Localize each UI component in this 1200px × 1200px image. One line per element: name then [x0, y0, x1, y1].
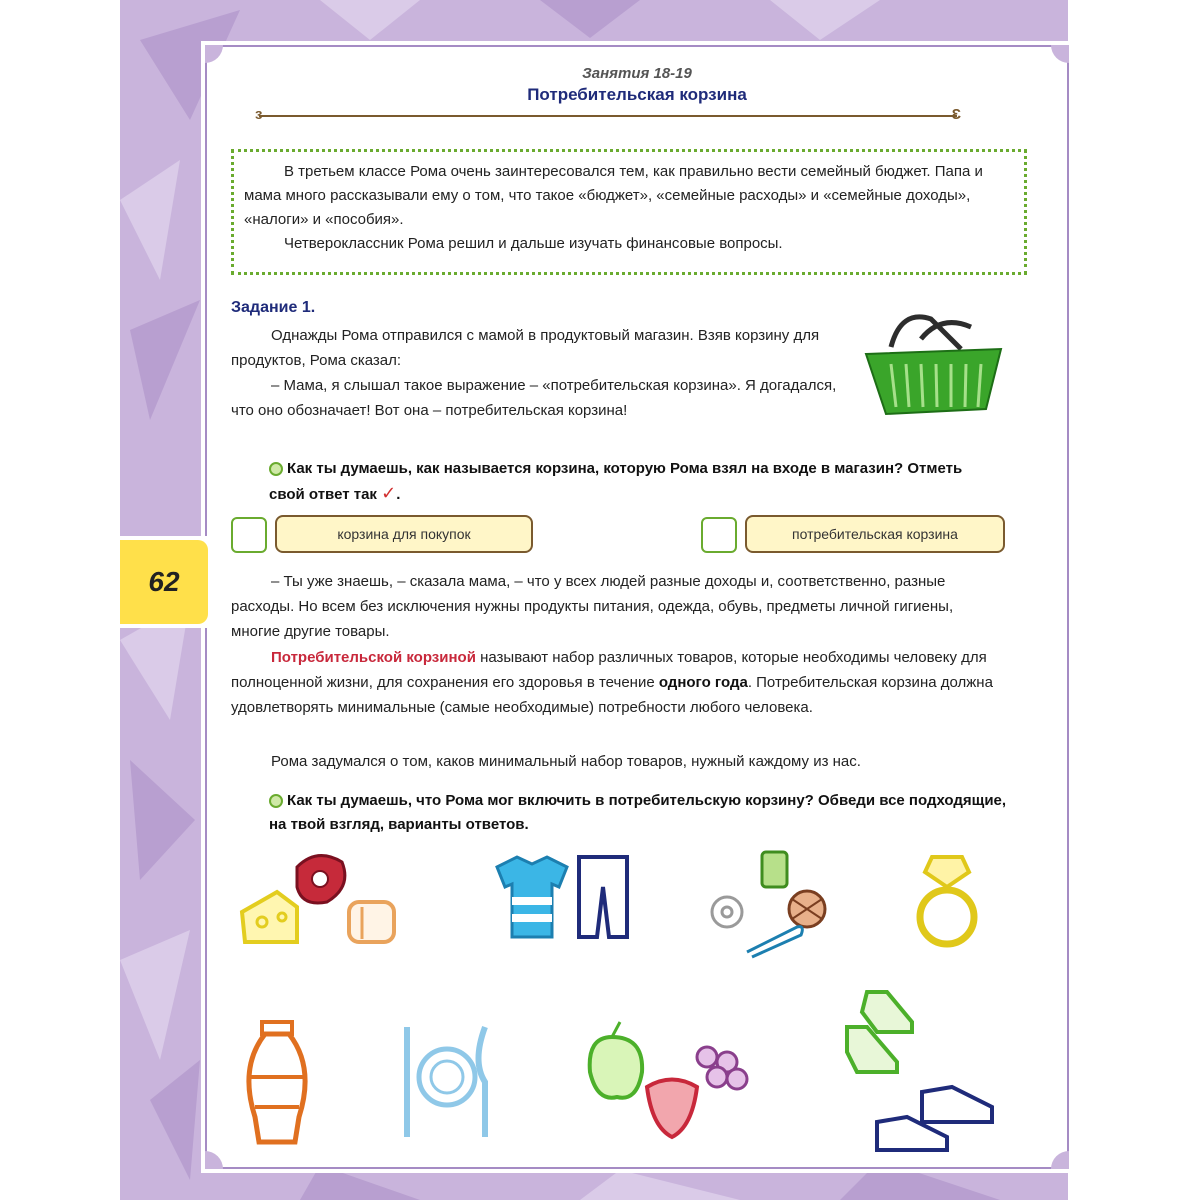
- task-question-2: Как ты думаешь, что Рома мог включить в потребительскую корзину? Обведи все подходящие, на твой взгляд, варианты ответов.: [269, 792, 1007, 833]
- task-paragraph-1: Однажды Рома отправился с мамой в продуктовый магазин. Взяв корзину для продуктов, Рома сказал:: [231, 327, 820, 369]
- answer-checkbox-2[interactable]: [701, 517, 737, 553]
- tableware-icon[interactable]: [397, 1022, 497, 1142]
- fruit-icon[interactable]: [582, 1017, 762, 1142]
- bullet-icon: [269, 794, 283, 808]
- lesson-label: Занятия 18-19: [582, 65, 692, 82]
- check-mark-icon: ✓: [381, 483, 397, 503]
- worksheet-card: [205, 45, 1069, 1169]
- answer-option-2: потребительская корзина: [745, 515, 1005, 553]
- page-title: Потребительская корзина: [527, 85, 747, 104]
- intro-paragraph-1: В третьем классе Рома очень заинтересовался тем, как правильно вести семейный бюджет. Папа и мама много рассказывали ему о том, что такое «бюджет», «семейные расходы» и «семейные доходы», «налоги» и «пособия».: [244, 163, 983, 228]
- body-paragraph-2: Потребительской корзиной называют набор различных товаров, которые необходимы человеку для полноценной жизни, для сохранения его здоровья в течение одного года. Потребительская корзина должна удовлетворять минимальные (самые необходимые) потребности любого человека.: [231, 649, 993, 716]
- page-number: 62: [120, 540, 208, 624]
- vase-icon[interactable]: [237, 1017, 317, 1147]
- task-title: Задание 1.: [231, 299, 316, 316]
- intro-paragraph-2: Четвероклассник Рома решил и дальше изучать финансовые вопросы.: [284, 235, 783, 252]
- food-icon[interactable]: [237, 847, 407, 947]
- task-question-1: Как ты думаешь, как называется корзина, которую Рома взял на входе в магазин? Отметь свой ответ так ✓.: [269, 460, 963, 503]
- term-highlight: Потребительской корзиной: [271, 649, 476, 666]
- intro-box: [231, 149, 1027, 275]
- body-paragraph-3: Рома задумался о том, каков минимальный набор товаров, нужный каждому из нас.: [271, 753, 861, 770]
- answer-option-1: корзина для покупок: [275, 515, 533, 553]
- clothes-icon[interactable]: [487, 852, 637, 942]
- ring-icon[interactable]: [907, 852, 987, 952]
- shoes-icon[interactable]: [842, 982, 1002, 1152]
- body-paragraph-1: – Ты уже знаешь, – сказала мама, – что у всех людей разные доходы и, соответственно, разные расходы. Но всем без исключения нужны продукты питания, одежда, обувь, предметы личной гигиены, многие другие товары.: [231, 573, 954, 640]
- answer-checkbox-1[interactable]: [231, 517, 267, 553]
- bullet-icon: [269, 462, 283, 476]
- title-divider: з Ɛ: [255, 106, 961, 123]
- task-paragraph-2: – Мама, я слышал такое выражение – «потребительская корзина». Я догадался, что оно обозначает! Вот она – потребительская корзина!: [231, 377, 837, 419]
- page-number-tab: [120, 536, 212, 628]
- hygiene-items-icon[interactable]: [707, 847, 837, 962]
- basket-icon: [861, 309, 1011, 419]
